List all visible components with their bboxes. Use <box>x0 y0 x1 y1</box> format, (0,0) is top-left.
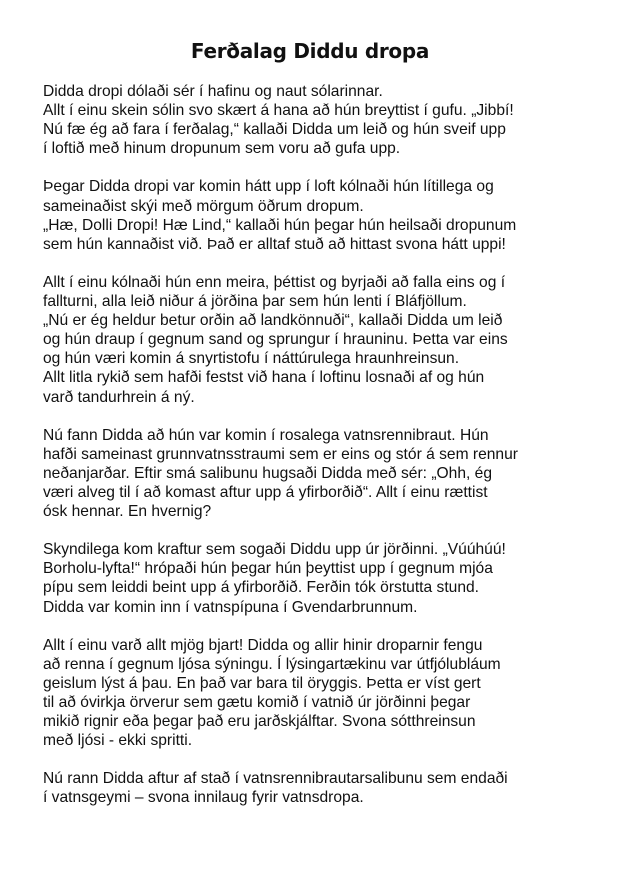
text-line: sameinaðist skýi með mörgum öðrum dropum. <box>43 197 364 215</box>
text-line: Nú fæ ég að fara í ferðalag,“ kallaði Didda um leið og hún sveif upp <box>43 121 506 139</box>
text-line: pípu sem leiddi beint upp á yfirborðið. Ferðin tók örstutta stund. <box>43 579 480 597</box>
text-line: ósk hennar. En hvernig? <box>43 503 212 521</box>
text-line: „Hæ, Dolli Dropi! Hæ Lind,“ kallaði hún þegar hún heilsaði dropunum <box>43 216 517 234</box>
text-line: Allt í einu kólnaði hún enn meira, þéttist og byrjaði að falla eins og í <box>43 273 506 291</box>
text-line: Allt í einu varð allt mjög bjart! Didda og allir hinir droparnir fengu <box>43 636 483 654</box>
text-line: Allt í einu skein sólin svo skært á hana að hún breyttist í gufu. „Jibbí! <box>43 102 514 120</box>
text-line: Didda var komin inn í vatnspípuna í Gvendarbrunnum. <box>43 598 418 616</box>
story-title: Ferðalag Diddu dropa <box>190 39 430 63</box>
text-line: Nú rann Didda aftur af stað í vatnsrennibrautarsalibunu sem endaði <box>43 770 508 788</box>
story-paragraph <box>43 273 583 407</box>
text-line: í loftið með hinum dropunum sem voru að gufa upp. <box>43 140 401 158</box>
text-line: geislum lýst á þau. En það var bara til öryggis. Þetta er víst gert <box>43 674 481 692</box>
text-line: varð tandurhrein á ný. <box>43 388 195 406</box>
story-paragraph <box>43 769 583 807</box>
text-line: Skyndilega kom kraftur sem sogaði Diddu upp úr jörðinni. „Vúúhúú! <box>43 541 506 559</box>
text-line: sem hún kannaðist við. Það er alltaf stuð að hittast svona hátt uppi! <box>43 235 506 253</box>
text-line: í vatnsgeymi – svona innilaug fyrir vatnsdropa. <box>43 789 364 807</box>
story-paragraph <box>43 82 583 158</box>
text-line: að renna í gegnum ljósa sýningu. Í lýsingartækinu var útfjólubláum <box>43 655 501 673</box>
text-line: Nú fann Didda að hún var komin í rosalega vatnsrennibraut. Hún <box>43 426 489 444</box>
text-line: væri alveg til í að komast aftur upp á yfirborðið“. Allt í einu rættist <box>43 483 488 501</box>
text-line: Borholu-lyfta!“ hrópaði hún þegar hún þeyttist upp í gegnum mjóa <box>43 560 493 578</box>
text-line: neðanjarðar. Eftir smá salibunu hugsaði Didda með sér: „Ohh, ég <box>43 464 493 482</box>
story-paragraph <box>43 540 583 616</box>
story-paragraph <box>43 177 583 253</box>
text-line: „Nú er ég heldur betur orðin að landkönnuði“, kallaði Didda um leið <box>43 312 503 330</box>
text-line: Allt litla rykið sem hafði festst við hana í loftinu losnaði af og hún <box>43 369 485 387</box>
text-line: hafði sameinast grunnvatnsstraumi sem er eins og stór á sem rennur <box>43 445 518 463</box>
text-line: til að óvirkja örverur sem gætu komið í vatnið úr jörðinni þegar <box>43 694 471 711</box>
text-line: og hún væri komin á snyrtistofu í náttúrulega hraunhreinsun. <box>43 350 460 368</box>
text-line: Þegar Didda dropi var komin hátt upp í loft kólnaði hún lítillega og <box>43 178 494 196</box>
story-paragraph <box>43 426 583 521</box>
text-line: Didda dropi dólaði sér í hafinu og naut sólarinnar. <box>43 83 383 100</box>
story-body <box>43 82 583 827</box>
text-line: mikið rignir eða þegar það eru jarðskjálftar. Svona sótthreinsun <box>43 713 476 731</box>
story-paragraph <box>43 636 583 751</box>
text-line: með ljósi - ekki spritti. <box>43 732 193 750</box>
text-line: fallturni, alla leið niður á jörðina þar sem hún lenti í Bláfjöllum. <box>43 293 467 311</box>
text-line: og hún draup í gegnum sand og sprungur í hrauninu. Þetta var eins <box>43 331 508 349</box>
